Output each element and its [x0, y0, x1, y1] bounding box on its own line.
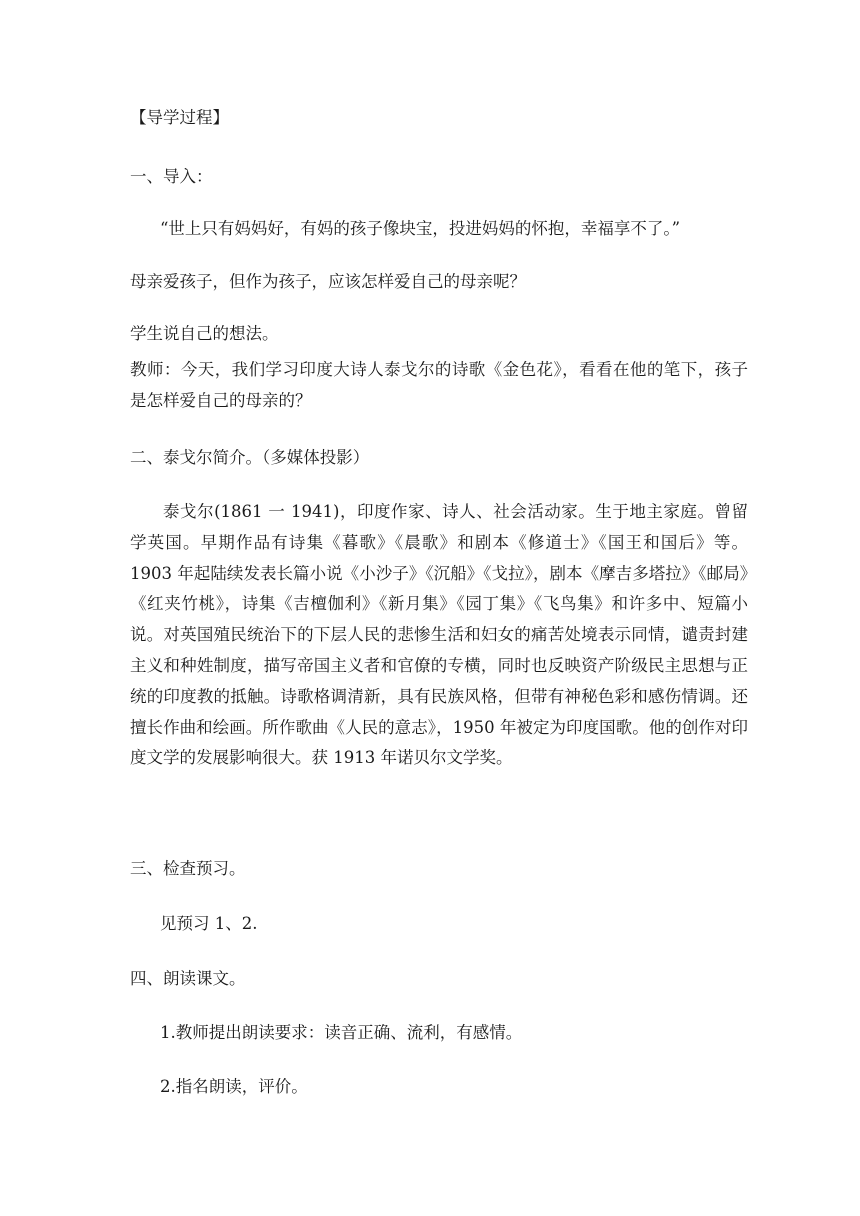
teacher-intro: 教师：今天，我们学习印度大诗人泰戈尔的诗歌《金色花》，看看在他的笔下，孩子是怎样爱自己的母亲的？ [130, 360, 748, 410]
section4-item2: 2.指名朗读，评价。 [160, 1077, 308, 1096]
intro-question: 母亲爱孩子，但作为孩子，应该怎样爱自己的母亲呢？ [130, 272, 526, 291]
students-response: 学生说自己的想法。 [130, 324, 279, 343]
section-heading: 【导学过程】 [130, 108, 229, 127]
section3-item: 见预习 1、2. [160, 914, 258, 933]
intro-quote: “世上只有妈妈好，有妈的孩子像块宝，投进妈妈的怀抱，幸福享不了。” [160, 219, 681, 238]
tagore-bio: 泰戈尔(1861 一 1941)，印度作家、诗人、社会活动家。生于地主家庭。曾留学英国。早期作品有诗集《暮歌》《晨歌》和剧本《修道士》《国王和国后》等。1903 年起陆续发表长篇小说《小沙子》《沉船》《戈拉》，剧本《摩吉多塔拉》《邮局》《红夹竹桃》，诗集《吉檀伽利》《新月集》《园丁集》《飞鸟集》和许多中、短篇小说。对英国殖民统治下的下层人民的悲惨生活和妇女的痛苦处境表示同情，谴责封建主义和种姓制度，描写帝国主义者和官僚的专横，同时也反映资产阶级民主思想与正统的印度教的抵触。诗歌格调清新，具有民族风格，但带有神秘色彩和感伤情调。还擅长作曲和绘画。所作歌曲《人民的意志》，1950 年被定为印度国歌。他的创作对印度文学的发展影响很大。获 1913 年诺贝尔文学奖。 [130, 502, 748, 768]
section2-title: 二、泰戈尔简介。（多媒体投影） [130, 448, 370, 467]
section4-item1: 1.教师提出朗读要求：读音正确、流利，有感情。 [160, 1023, 523, 1042]
section3-title: 三、检查预习。 [130, 859, 246, 878]
section4-title: 四、朗读课文。 [130, 969, 246, 988]
section1-title: 一、导入： [130, 167, 213, 186]
